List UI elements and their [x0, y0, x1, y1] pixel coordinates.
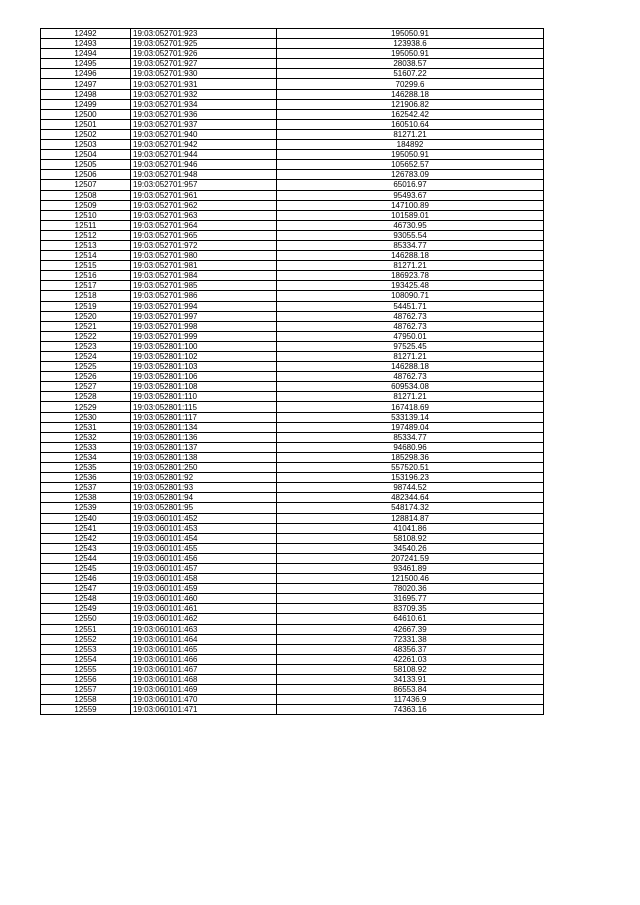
cadastral-number-cell: 19:03:052701:985	[131, 281, 277, 291]
row-number-cell: 12557	[41, 685, 131, 695]
cadastral-number-cell: 19:03:052801:92	[131, 473, 277, 483]
row-number-cell: 12497	[41, 79, 131, 89]
value-cell: 195050.91	[277, 49, 544, 59]
row-number-cell: 12556	[41, 675, 131, 685]
row-number-cell: 12516	[41, 271, 131, 281]
value-cell: 105652.57	[277, 160, 544, 170]
cadastral-number-cell: 19:03:052701:932	[131, 89, 277, 99]
value-cell: 47950.01	[277, 331, 544, 341]
table-row	[41, 311, 544, 321]
table-row	[41, 271, 544, 281]
value-cell: 86553.84	[277, 685, 544, 695]
cadastral-number-cell: 19:03:052701:962	[131, 200, 277, 210]
table-row	[41, 180, 544, 190]
value-cell: 48762.73	[277, 311, 544, 321]
value-cell: 117436.9	[277, 695, 544, 705]
row-number-cell: 12504	[41, 150, 131, 160]
row-number-cell: 12518	[41, 291, 131, 301]
table-row	[41, 341, 544, 351]
row-number-cell: 12512	[41, 230, 131, 240]
cadastral-number-cell: 19:03:052801:136	[131, 432, 277, 442]
value-cell: 97525.45	[277, 341, 544, 351]
table-row	[41, 463, 544, 473]
row-number-cell: 12533	[41, 442, 131, 452]
table-row	[41, 452, 544, 462]
row-number-cell: 12544	[41, 553, 131, 563]
row-number-cell: 12505	[41, 160, 131, 170]
value-cell: 548174.32	[277, 503, 544, 513]
value-cell: 193425.48	[277, 281, 544, 291]
cadastral-number-cell: 19:03:060101:463	[131, 624, 277, 634]
value-cell: 81271.21	[277, 129, 544, 139]
row-number-cell: 12513	[41, 240, 131, 250]
cadastral-number-cell: 19:03:052701:944	[131, 150, 277, 160]
row-number-cell: 12520	[41, 311, 131, 321]
table-row	[41, 473, 544, 483]
cadastral-number-cell: 19:03:052701:972	[131, 240, 277, 250]
cadastral-number-cell: 19:03:052701:937	[131, 119, 277, 129]
table-row	[41, 109, 544, 119]
row-number-cell: 12549	[41, 604, 131, 614]
value-cell: 83709.35	[277, 604, 544, 614]
table-row	[41, 362, 544, 372]
row-number-cell: 12522	[41, 331, 131, 341]
row-number-cell: 12517	[41, 281, 131, 291]
row-number-cell: 12515	[41, 261, 131, 271]
cadastral-number-cell: 19:03:060101:470	[131, 695, 277, 705]
value-cell: 31695.77	[277, 594, 544, 604]
row-number-cell: 12496	[41, 69, 131, 79]
row-number-cell: 12541	[41, 523, 131, 533]
table-row	[41, 210, 544, 220]
table-row	[41, 493, 544, 503]
value-cell: 482344.64	[277, 493, 544, 503]
cadastral-number-cell: 19:03:060101:465	[131, 644, 277, 654]
table-row	[41, 402, 544, 412]
row-number-cell: 12521	[41, 321, 131, 331]
table-row	[41, 483, 544, 493]
value-cell: 48356.37	[277, 644, 544, 654]
row-number-cell: 12498	[41, 89, 131, 99]
row-number-cell: 12529	[41, 402, 131, 412]
row-number-cell: 12528	[41, 392, 131, 402]
value-cell: 123938.6	[277, 39, 544, 49]
cadastral-number-cell: 19:03:052801:138	[131, 452, 277, 462]
row-number-cell: 12535	[41, 463, 131, 473]
value-cell: 146288.18	[277, 251, 544, 261]
value-cell: 64610.61	[277, 614, 544, 624]
table-row	[41, 140, 544, 150]
table-row	[41, 291, 544, 301]
cadastral-number-cell: 19:03:052701:961	[131, 190, 277, 200]
table-row	[41, 705, 544, 715]
value-cell: 121500.46	[277, 574, 544, 584]
row-number-cell: 12555	[41, 664, 131, 674]
cadastral-number-cell: 19:03:052701:923	[131, 29, 277, 39]
value-cell: 128814.87	[277, 513, 544, 523]
value-cell: 46730.95	[277, 220, 544, 230]
cadastral-number-cell: 19:03:052701:936	[131, 109, 277, 119]
value-cell: 108090.71	[277, 291, 544, 301]
value-cell: 160510.64	[277, 119, 544, 129]
cadastral-number-cell: 19:03:060101:462	[131, 614, 277, 624]
cadastral-number-cell: 19:03:052701:994	[131, 301, 277, 311]
row-number-cell: 12495	[41, 59, 131, 69]
value-cell: 533139.14	[277, 412, 544, 422]
row-number-cell: 12506	[41, 170, 131, 180]
table-row	[41, 59, 544, 69]
row-number-cell: 12502	[41, 129, 131, 139]
value-cell: 153196.23	[277, 473, 544, 483]
table-row	[41, 69, 544, 79]
row-number-cell: 12543	[41, 543, 131, 553]
table-row	[41, 240, 544, 250]
row-number-cell: 12501	[41, 119, 131, 129]
cadastral-number-cell: 19:03:052701:980	[131, 251, 277, 261]
table-row	[41, 39, 544, 49]
row-number-cell: 12494	[41, 49, 131, 59]
row-number-cell: 12492	[41, 29, 131, 39]
cadastral-number-cell: 19:03:052801:250	[131, 463, 277, 473]
value-cell: 42261.03	[277, 654, 544, 664]
table-row	[41, 89, 544, 99]
value-cell: 81271.21	[277, 261, 544, 271]
row-number-cell: 12537	[41, 483, 131, 493]
cadastral-number-cell: 19:03:052701:934	[131, 99, 277, 109]
cadastral-number-cell: 19:03:060101:452	[131, 513, 277, 523]
table-row	[41, 523, 544, 533]
table-row	[41, 685, 544, 695]
cadastral-number-cell: 19:03:052701:986	[131, 291, 277, 301]
table-row	[41, 220, 544, 230]
row-number-cell: 12536	[41, 473, 131, 483]
cadastral-number-cell: 19:03:052701:984	[131, 271, 277, 281]
value-cell: 162542.42	[277, 109, 544, 119]
row-number-cell: 12508	[41, 190, 131, 200]
row-number-cell: 12554	[41, 654, 131, 664]
cadastral-number-cell: 19:03:052701:946	[131, 160, 277, 170]
cadastral-number-cell: 19:03:052801:103	[131, 362, 277, 372]
table-row	[41, 594, 544, 604]
cadastral-number-cell: 19:03:060101:461	[131, 604, 277, 614]
row-number-cell: 12523	[41, 341, 131, 351]
cadastral-number-cell: 19:03:052701:926	[131, 49, 277, 59]
cadastral-number-cell: 19:03:052801:93	[131, 483, 277, 493]
cadastral-number-cell: 19:03:052701:927	[131, 59, 277, 69]
value-cell: 28038.57	[277, 59, 544, 69]
value-cell: 34540.26	[277, 543, 544, 553]
table-row	[41, 49, 544, 59]
value-cell: 557520.51	[277, 463, 544, 473]
cadastral-number-cell: 19:03:052701:997	[131, 311, 277, 321]
table-row	[41, 584, 544, 594]
table-row	[41, 543, 544, 553]
table-row	[41, 675, 544, 685]
cadastral-number-cell: 19:03:052701:981	[131, 261, 277, 271]
row-number-cell: 12510	[41, 210, 131, 220]
cadastral-number-cell: 19:03:060101:464	[131, 634, 277, 644]
row-number-cell: 12534	[41, 452, 131, 462]
cadastral-number-cell: 19:03:060101:471	[131, 705, 277, 715]
row-number-cell: 12559	[41, 705, 131, 715]
row-number-cell: 12539	[41, 503, 131, 513]
table-row	[41, 261, 544, 271]
row-number-cell: 12546	[41, 574, 131, 584]
value-cell: 195050.91	[277, 29, 544, 39]
row-number-cell: 12547	[41, 584, 131, 594]
value-cell: 147100.89	[277, 200, 544, 210]
row-number-cell: 12499	[41, 99, 131, 109]
table-row	[41, 614, 544, 624]
value-cell: 58108.92	[277, 664, 544, 674]
cadastral-number-cell: 19:03:052801:100	[131, 341, 277, 351]
data-table	[40, 28, 544, 715]
cadastral-number-cell: 19:03:052801:95	[131, 503, 277, 513]
row-number-cell: 12503	[41, 140, 131, 150]
cadastral-number-cell: 19:03:060101:457	[131, 563, 277, 573]
row-number-cell: 12542	[41, 533, 131, 543]
table-row	[41, 382, 544, 392]
row-number-cell: 12524	[41, 352, 131, 362]
cadastral-number-cell: 19:03:052701:930	[131, 69, 277, 79]
value-cell: 65016.97	[277, 180, 544, 190]
cadastral-number-cell: 19:03:060101:460	[131, 594, 277, 604]
table-row	[41, 503, 544, 513]
value-cell: 85334.77	[277, 432, 544, 442]
table-row	[41, 190, 544, 200]
cadastral-number-cell: 19:03:060101:469	[131, 685, 277, 695]
value-cell: 126783.09	[277, 170, 544, 180]
cadastral-number-cell: 19:03:060101:456	[131, 553, 277, 563]
cadastral-number-cell: 19:03:052701:964	[131, 220, 277, 230]
table-row	[41, 230, 544, 240]
table-row	[41, 392, 544, 402]
value-cell: 72331.38	[277, 634, 544, 644]
value-cell: 121906.82	[277, 99, 544, 109]
value-cell: 146288.18	[277, 362, 544, 372]
table-row	[41, 321, 544, 331]
cadastral-number-cell: 19:03:052701:998	[131, 321, 277, 331]
table-row	[41, 150, 544, 160]
cadastral-number-cell: 19:03:052801:106	[131, 372, 277, 382]
value-cell: 58108.92	[277, 533, 544, 543]
value-cell: 184892	[277, 140, 544, 150]
table-body	[41, 29, 544, 715]
table-row	[41, 624, 544, 634]
table-row	[41, 99, 544, 109]
table-row	[41, 352, 544, 362]
value-cell: 74363.16	[277, 705, 544, 715]
value-cell: 48762.73	[277, 321, 544, 331]
value-cell: 41041.86	[277, 523, 544, 533]
value-cell: 70299.6	[277, 79, 544, 89]
cadastral-number-cell: 19:03:060101:467	[131, 664, 277, 674]
cadastral-number-cell: 19:03:052701:999	[131, 331, 277, 341]
table-row	[41, 331, 544, 341]
cadastral-number-cell: 19:03:052701:963	[131, 210, 277, 220]
value-cell: 81271.21	[277, 392, 544, 402]
table-row	[41, 695, 544, 705]
row-number-cell: 12525	[41, 362, 131, 372]
row-number-cell: 12552	[41, 634, 131, 644]
cadastral-number-cell: 19:03:052801:102	[131, 352, 277, 362]
table-row	[41, 412, 544, 422]
cadastral-number-cell: 19:03:052701:957	[131, 180, 277, 190]
table-row	[41, 432, 544, 442]
value-cell: 81271.21	[277, 352, 544, 362]
row-number-cell: 12527	[41, 382, 131, 392]
table-row	[41, 654, 544, 664]
table-row	[41, 251, 544, 261]
table-row	[41, 664, 544, 674]
row-number-cell: 12519	[41, 301, 131, 311]
row-number-cell: 12530	[41, 412, 131, 422]
value-cell: 186923.78	[277, 271, 544, 281]
table-row	[41, 574, 544, 584]
cadastral-number-cell: 19:03:060101:468	[131, 675, 277, 685]
value-cell: 609534.08	[277, 382, 544, 392]
table-row	[41, 442, 544, 452]
table-row	[41, 533, 544, 543]
value-cell: 101589.01	[277, 210, 544, 220]
table-row	[41, 372, 544, 382]
cadastral-number-cell: 19:03:052701:931	[131, 79, 277, 89]
row-number-cell: 12550	[41, 614, 131, 624]
table-row	[41, 644, 544, 654]
cadastral-number-cell: 19:03:052701:965	[131, 230, 277, 240]
row-number-cell: 12493	[41, 39, 131, 49]
value-cell: 42667.39	[277, 624, 544, 634]
value-cell: 93461.89	[277, 563, 544, 573]
cadastral-number-cell: 19:03:060101:466	[131, 654, 277, 664]
row-number-cell: 12551	[41, 624, 131, 634]
value-cell: 93055.54	[277, 230, 544, 240]
cadastral-number-cell: 19:03:060101:454	[131, 533, 277, 543]
value-cell: 94680.96	[277, 442, 544, 452]
row-number-cell: 12553	[41, 644, 131, 654]
row-number-cell: 12548	[41, 594, 131, 604]
row-number-cell: 12526	[41, 372, 131, 382]
table-row	[41, 553, 544, 563]
value-cell: 197489.04	[277, 422, 544, 432]
table-row	[41, 634, 544, 644]
cadastral-number-cell: 19:03:052801:115	[131, 402, 277, 412]
cadastral-number-cell: 19:03:060101:453	[131, 523, 277, 533]
table-row	[41, 170, 544, 180]
value-cell: 185298.36	[277, 452, 544, 462]
table-row	[41, 281, 544, 291]
value-cell: 85334.77	[277, 240, 544, 250]
cadastral-number-cell: 19:03:052801:117	[131, 412, 277, 422]
table-row	[41, 301, 544, 311]
cadastral-number-cell: 19:03:052801:134	[131, 422, 277, 432]
table-row	[41, 119, 544, 129]
value-cell: 95493.67	[277, 190, 544, 200]
row-number-cell: 12545	[41, 563, 131, 573]
value-cell: 195050.91	[277, 150, 544, 160]
row-number-cell: 12511	[41, 220, 131, 230]
table-row	[41, 422, 544, 432]
cadastral-number-cell: 19:03:052701:948	[131, 170, 277, 180]
cadastral-number-cell: 19:03:060101:458	[131, 574, 277, 584]
cadastral-number-cell: 19:03:052701:925	[131, 39, 277, 49]
row-number-cell: 12538	[41, 493, 131, 503]
row-number-cell: 12532	[41, 432, 131, 442]
table-row	[41, 563, 544, 573]
value-cell: 34133.91	[277, 675, 544, 685]
table-row	[41, 513, 544, 523]
table-row	[41, 129, 544, 139]
value-cell: 207241.59	[277, 553, 544, 563]
value-cell: 98744.52	[277, 483, 544, 493]
cadastral-number-cell: 19:03:060101:455	[131, 543, 277, 553]
cadastral-number-cell: 19:03:052701:940	[131, 129, 277, 139]
cadastral-number-cell: 19:03:052701:942	[131, 140, 277, 150]
row-number-cell: 12509	[41, 200, 131, 210]
row-number-cell: 12540	[41, 513, 131, 523]
table-row	[41, 29, 544, 39]
table-row	[41, 200, 544, 210]
value-cell: 54451.71	[277, 301, 544, 311]
row-number-cell: 12531	[41, 422, 131, 432]
cadastral-number-cell: 19:03:060101:459	[131, 584, 277, 594]
row-number-cell: 12507	[41, 180, 131, 190]
value-cell: 146288.18	[277, 89, 544, 99]
value-cell: 51607.22	[277, 69, 544, 79]
table-row	[41, 604, 544, 614]
row-number-cell: 12558	[41, 695, 131, 705]
table-row	[41, 160, 544, 170]
value-cell: 48762.73	[277, 372, 544, 382]
row-number-cell: 12500	[41, 109, 131, 119]
value-cell: 78020.36	[277, 584, 544, 594]
table-row	[41, 79, 544, 89]
cadastral-number-cell: 19:03:052801:94	[131, 493, 277, 503]
row-number-cell: 12514	[41, 251, 131, 261]
cadastral-number-cell: 19:03:052801:110	[131, 392, 277, 402]
cadastral-number-cell: 19:03:052801:137	[131, 442, 277, 452]
cadastral-number-cell: 19:03:052801:108	[131, 382, 277, 392]
value-cell: 167418.69	[277, 402, 544, 412]
